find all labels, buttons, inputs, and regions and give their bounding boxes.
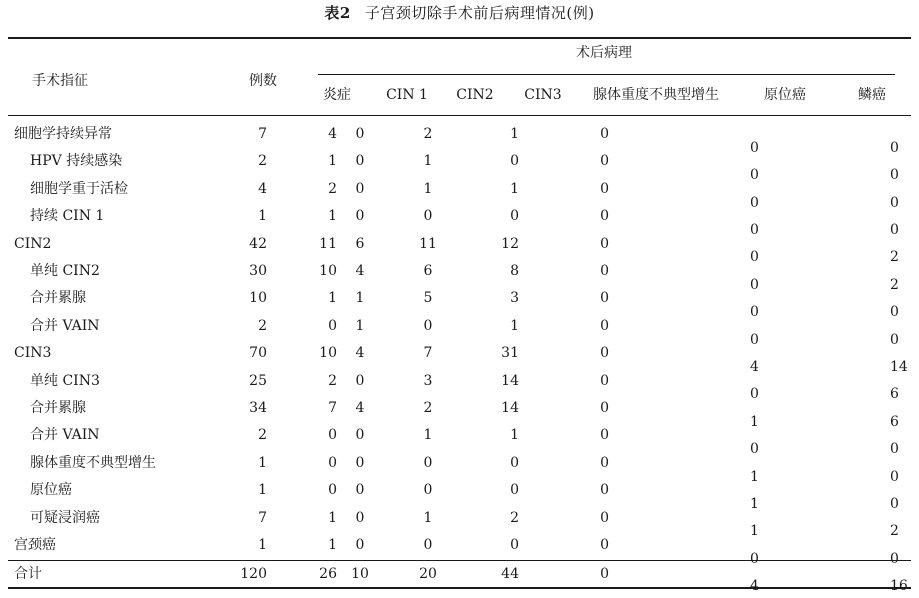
table-row (0, 313, 919, 340)
cell-squamous-wrap (869, 532, 919, 567)
cell-cin2: 7 (423, 345, 433, 362)
bottom-rule (8, 587, 911, 589)
cell-squamous: 0 (890, 221, 899, 238)
table-title: 子宫颈切除手术前后病理情况(例) (364, 4, 595, 22)
spacer-cell (609, 340, 661, 367)
cell-carcinoma-in-situ: 0 (750, 194, 759, 211)
header-col-cin3: CIN3 (524, 87, 562, 103)
cell-inflammation: 4 (328, 126, 337, 142)
cell-squamous: 0 (890, 167, 899, 184)
row-count: 1 (258, 454, 267, 471)
cell-glandular: 0 (600, 235, 609, 252)
cell-cin2: 6 (423, 263, 433, 280)
cell-cin2: 1 (423, 180, 433, 197)
spacer-cell (267, 532, 290, 559)
cell-carcinoma-in-situ-wrap (661, 231, 869, 266)
cell-inflammation: 1 (328, 509, 337, 526)
table-row (0, 395, 919, 422)
row-label: CIN3 (14, 345, 52, 362)
cell-cin2: 1 (423, 153, 433, 170)
cell-carcinoma-in-situ: 1 (750, 495, 759, 512)
cell-squamous: 6 (890, 386, 899, 403)
table-number: 表2 (324, 4, 351, 22)
cell-carcinoma-in-situ-wrap (661, 258, 869, 293)
cell-carcinoma-in-situ: 1 (750, 468, 759, 485)
row-label: 持续 CIN 1 (30, 208, 105, 225)
spacer-cell (267, 340, 290, 367)
cell-carcinoma-in-situ-wrap (661, 148, 869, 184)
row-count: 10 (249, 290, 267, 307)
cell-carcinoma-in-situ-wrap (661, 285, 869, 321)
spacer-cell (267, 258, 290, 285)
table-row (0, 477, 919, 504)
cell-squamous-wrap (869, 148, 919, 184)
spacer-cell (267, 422, 290, 449)
header-col-cin2: CIN2 (456, 87, 494, 103)
spacer-cell (267, 176, 290, 203)
cell-inflammation: 1 (328, 290, 337, 307)
cell-cin1: 0 (355, 427, 365, 444)
cell-carcinoma-in-situ-wrap (661, 422, 869, 458)
cell-carcinoma-in-situ-wrap (661, 203, 869, 238)
total-cell: 44 (501, 566, 519, 582)
header-rule (8, 115, 911, 116)
cell-glandular: 0 (600, 482, 609, 499)
spacer-cell (609, 505, 661, 532)
spacer-cell (609, 121, 661, 148)
spacer-cell (609, 148, 661, 175)
cell-squamous: 0 (890, 550, 899, 567)
cell-glandular: 0 (600, 153, 609, 170)
cell-cin1: 0 (355, 180, 365, 197)
row-label: 细胞学持续异常 (14, 126, 112, 142)
cell-carcinoma-in-situ: 1 (750, 523, 759, 540)
cell-squamous-wrap (869, 422, 919, 458)
cell-carcinoma-in-situ-wrap (661, 395, 869, 430)
cell-glandular: 0 (600, 317, 609, 334)
row-label: 原位癌 (30, 482, 72, 499)
total-rule (8, 560, 911, 561)
table-row (0, 340, 919, 367)
row-count: 70 (249, 345, 267, 362)
table-row (0, 203, 919, 230)
cell-carcinoma-in-situ: 0 (750, 331, 759, 348)
row-count: 7 (258, 509, 267, 526)
cell-glandular: 0 (600, 290, 609, 307)
cell-carcinoma-in-situ: 0 (750, 441, 759, 458)
header-col-cin1: CIN 1 (386, 87, 428, 103)
row-label: 合并 VAIN (30, 427, 100, 444)
total-row (0, 562, 919, 586)
spacer-cell (267, 395, 290, 422)
row-count: 1 (258, 482, 267, 499)
cell-squamous-wrap (869, 395, 919, 430)
cell-cin3: 1 (510, 180, 519, 197)
cell-cin3: 2 (510, 509, 519, 526)
cell-squamous: 0 (890, 139, 899, 156)
cell-squamous: 14 (890, 358, 908, 375)
cell-cin1: 4 (355, 263, 365, 280)
cell-inflammation: 2 (328, 180, 337, 197)
spacer-cell (609, 231, 661, 258)
total-cell: 4 (750, 578, 759, 594)
spacer-cell (267, 477, 290, 504)
cell-cin1: 4 (355, 400, 365, 417)
table-caption (0, 2, 919, 24)
row-count: 30 (249, 263, 267, 280)
data-table (0, 121, 919, 567)
cell-squamous-wrap (869, 477, 919, 512)
cell-squamous: 0 (890, 468, 899, 485)
total-cell: 26 (319, 566, 337, 582)
spacer-cell (267, 203, 290, 230)
cell-cin3: 0 (510, 537, 519, 554)
row-count: 42 (249, 235, 267, 252)
cell-carcinoma-in-situ-wrap (661, 313, 869, 348)
row-count: 4 (258, 180, 267, 197)
table-row (0, 176, 919, 203)
cell-inflammation: 1 (328, 208, 337, 225)
cell-squamous-wrap (869, 285, 919, 321)
cell-cin2: 1 (423, 427, 433, 444)
cell-glandular: 0 (600, 427, 609, 444)
spacer-cell (609, 422, 661, 449)
cell-glandular: 0 (600, 345, 609, 362)
group-rule (318, 74, 895, 75)
cell-cin2: 2 (423, 400, 433, 417)
table-row (0, 505, 919, 532)
cell-cin1: 0 (355, 537, 365, 554)
cell-cin2: 2 (423, 126, 433, 142)
cell-carcinoma-in-situ: 0 (750, 386, 759, 403)
row-label: 可疑浸润癌 (30, 509, 100, 526)
row-label: 细胞学重于活检 (30, 180, 128, 197)
table-row (0, 450, 919, 477)
total-cell: 16 (890, 578, 908, 594)
cell-cin3: 14 (501, 400, 519, 417)
cell-squamous-wrap (869, 203, 919, 238)
cell-glandular: 0 (600, 180, 609, 197)
cell-cin2: 0 (423, 454, 433, 471)
cell-squamous: 6 (890, 413, 899, 430)
cell-cin3: 1 (510, 427, 519, 444)
spacer-cell (267, 450, 290, 477)
cell-cin2: 0 (423, 482, 433, 499)
table-row (0, 532, 919, 559)
cell-squamous: 0 (890, 331, 899, 348)
cell-squamous-wrap (869, 340, 919, 375)
cell-inflammation: 0 (328, 317, 337, 334)
cell-cin1: 0 (355, 454, 365, 471)
row-label: 合并 VAIN (30, 317, 100, 334)
row-label: 单纯 CIN3 (30, 372, 100, 389)
cell-cin3: 31 (501, 345, 519, 362)
spacer-cell (267, 368, 290, 395)
cell-carcinoma-in-situ: 0 (750, 550, 759, 567)
row-count: 2 (258, 317, 267, 334)
cell-inflammation: 0 (328, 482, 337, 499)
cell-squamous-wrap (869, 313, 919, 348)
table-row (0, 422, 919, 449)
cell-squamous: 2 (890, 523, 899, 540)
cell-glandular: 0 (600, 537, 609, 554)
total-cell: 10 (351, 566, 369, 582)
spacer-cell (267, 313, 290, 340)
total-count: 120 (240, 566, 267, 582)
cell-cin2: 3 (423, 372, 433, 389)
cell-cin3: 1 (510, 126, 519, 142)
cell-cin3: 0 (510, 454, 519, 471)
cell-inflammation: 2 (328, 372, 337, 389)
spacer-cell (609, 450, 661, 477)
row-count: 1 (258, 537, 267, 554)
cell-cin2: 0 (423, 537, 433, 554)
cell-cin2: 5 (423, 290, 433, 307)
spacer-cell (609, 285, 661, 312)
row-label: 宫颈癌 (14, 537, 56, 554)
cell-carcinoma-in-situ-wrap (661, 121, 869, 156)
cell-carcinoma-in-situ: 0 (750, 304, 759, 321)
cell-cin1: 0 (355, 153, 365, 170)
spacer-cell (609, 176, 661, 203)
cell-squamous-wrap (869, 450, 919, 485)
cell-cin1: 0 (355, 372, 365, 389)
cell-glandular: 0 (600, 208, 609, 225)
spacer-cell (267, 505, 290, 532)
row-label: 合并累腺 (30, 290, 86, 307)
header-col-carcinoma-in-situ: 原位癌 (764, 87, 806, 103)
cell-carcinoma-in-situ: 0 (750, 167, 759, 184)
cell-glandular: 0 (600, 454, 609, 471)
cell-squamous: 0 (890, 304, 899, 321)
cell-inflammation: 10 (319, 263, 337, 280)
cell-squamous-wrap (869, 505, 919, 540)
cell-squamous: 2 (890, 249, 899, 266)
cell-cin3: 1 (510, 317, 519, 334)
cell-carcinoma-in-situ: 0 (750, 221, 759, 238)
table-row (0, 121, 919, 148)
cell-cin2: 1 (423, 509, 433, 526)
row-count: 7 (258, 126, 267, 142)
spacer-cell (609, 313, 661, 340)
spacer-cell (609, 368, 661, 395)
row-count: 34 (249, 400, 267, 417)
top-rule (8, 37, 911, 39)
cell-squamous-wrap (869, 368, 919, 403)
row-label: CIN2 (14, 235, 52, 252)
table-row (0, 148, 919, 175)
cell-inflammation: 10 (319, 345, 337, 362)
row-label: 合并累腺 (30, 400, 86, 417)
cell-squamous-wrap (869, 258, 919, 293)
row-label: HPV 持续感染 (30, 153, 123, 170)
row-count: 2 (258, 427, 267, 444)
cell-cin2: 0 (423, 208, 433, 225)
cell-carcinoma-in-situ-wrap (661, 450, 869, 485)
cell-inflammation: 11 (319, 235, 337, 252)
cell-squamous-wrap (869, 176, 919, 211)
cell-carcinoma-in-situ: 0 (750, 139, 759, 156)
row-label: 腺体重度不典型增生 (30, 454, 156, 471)
cell-cin1: 1 (355, 317, 365, 334)
header-indication: 手术指征 (32, 73, 88, 89)
cell-cin1: 0 (355, 126, 365, 142)
cell-cin2: 0 (423, 317, 433, 334)
cell-cin1: 0 (355, 482, 365, 499)
cell-carcinoma-in-situ-wrap (661, 532, 869, 567)
cell-cin1: 6 (355, 235, 365, 252)
cell-inflammation: 1 (328, 153, 337, 170)
cell-cin3: 0 (510, 208, 519, 225)
cell-carcinoma-in-situ-wrap (661, 176, 869, 211)
table-row (0, 368, 919, 395)
spacer-cell (267, 148, 290, 175)
cell-carcinoma-in-situ-wrap (661, 477, 869, 512)
table-row (0, 231, 919, 258)
cell-carcinoma-in-situ: 1 (750, 413, 759, 430)
cell-cin1: 4 (355, 345, 365, 362)
cell-carcinoma-in-situ-wrap (661, 368, 869, 403)
cell-cin3: 14 (501, 372, 519, 389)
spacer-cell (609, 395, 661, 422)
cell-cin1: 1 (355, 290, 365, 307)
cell-cin1: 0 (355, 208, 365, 225)
spacer-cell (609, 258, 661, 285)
cell-carcinoma-in-situ: 0 (750, 276, 759, 293)
header-col-squamous: 鳞癌 (858, 87, 886, 103)
spacer-cell (267, 285, 290, 312)
cell-inflammation: 0 (328, 427, 337, 444)
cell-inflammation: 7 (328, 400, 337, 417)
cell-inflammation: 0 (328, 454, 337, 471)
total-cell: 0 (600, 566, 609, 582)
cell-cin2: 11 (419, 235, 437, 252)
cell-cin3: 8 (510, 263, 519, 280)
row-count: 2 (258, 153, 267, 170)
cell-squamous: 0 (890, 194, 899, 211)
cell-glandular: 0 (600, 263, 609, 280)
spacer-cell (267, 121, 290, 148)
cell-cin3: 0 (510, 482, 519, 499)
header-col-glandular: 腺体重度不典型增生 (593, 87, 719, 103)
cell-squamous-wrap (869, 121, 919, 156)
cell-cin3: 12 (501, 235, 519, 252)
header-group: 术后病理 (576, 45, 632, 61)
cell-carcinoma-in-situ-wrap (661, 340, 869, 375)
cell-inflammation: 1 (328, 537, 337, 554)
cell-cin1: 0 (355, 509, 365, 526)
table-row (0, 285, 919, 312)
spacer-cell (267, 231, 290, 258)
spacer-cell (609, 477, 661, 504)
cell-glandular: 0 (600, 400, 609, 417)
cell-squamous-wrap (869, 231, 919, 266)
cell-cin3: 3 (510, 290, 519, 307)
cell-cin3: 0 (510, 153, 519, 170)
row-count: 25 (249, 372, 267, 389)
header-col-inflammation: 炎症 (323, 87, 351, 103)
header-count: 例数 (249, 73, 277, 89)
total-table (0, 562, 919, 594)
cell-carcinoma-in-situ-wrap (661, 505, 869, 540)
cell-carcinoma-in-situ: 0 (750, 249, 759, 266)
table-row (0, 258, 919, 285)
spacer-cell (609, 532, 661, 559)
cell-squamous: 0 (890, 441, 899, 458)
cell-carcinoma-in-situ: 4 (750, 358, 759, 375)
cell-glandular: 0 (600, 126, 609, 142)
row-label: 单纯 CIN2 (30, 263, 100, 280)
total-cell: 20 (419, 566, 437, 582)
cell-glandular: 0 (600, 509, 609, 526)
cell-squamous: 0 (890, 495, 899, 512)
row-count: 1 (258, 208, 267, 225)
cell-glandular: 0 (600, 372, 609, 389)
spacer-cell (609, 203, 661, 230)
total-label: 合计 (14, 566, 42, 582)
cell-squamous: 2 (890, 276, 899, 293)
